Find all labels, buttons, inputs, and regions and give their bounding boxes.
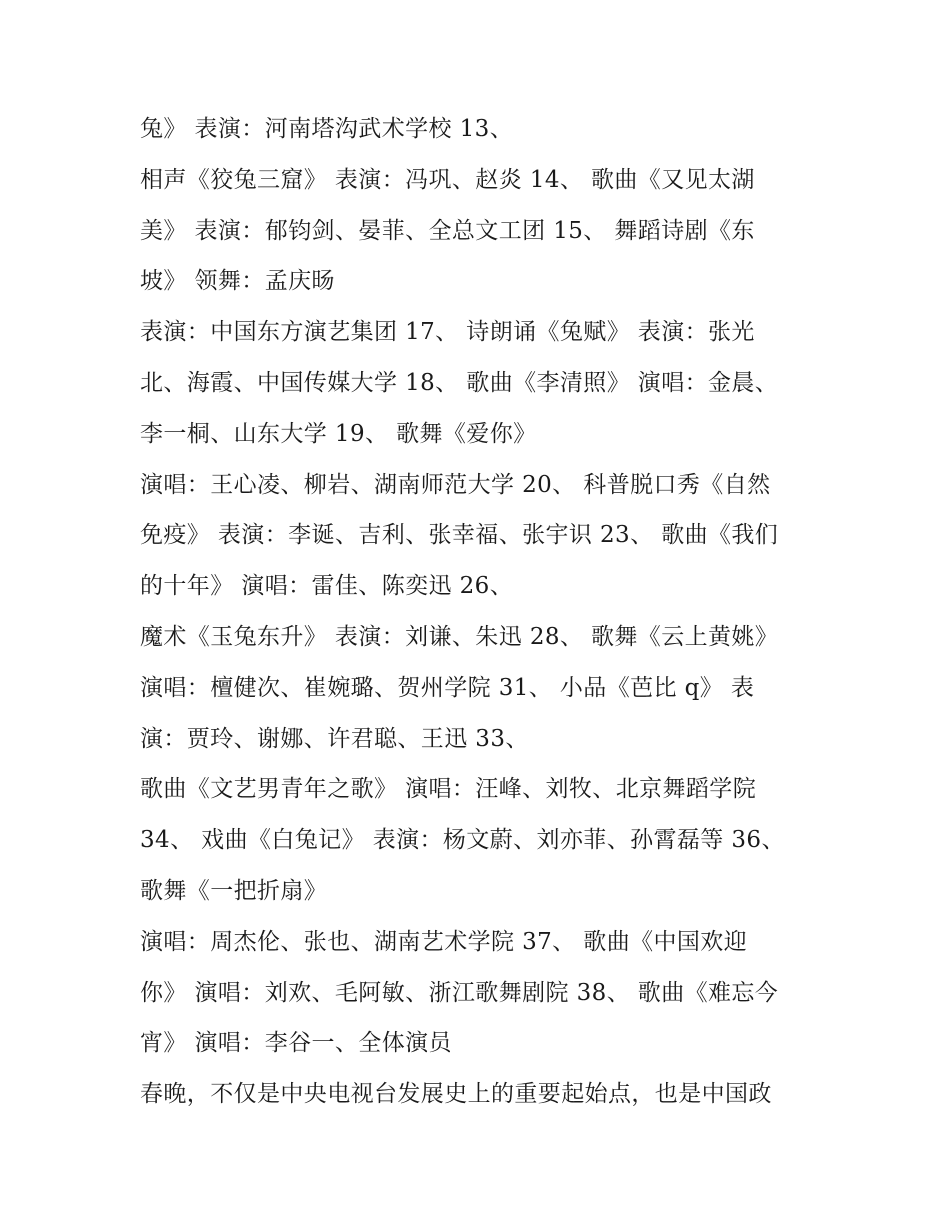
text-line-15: 34、 戏曲《白兔记》 表演：杨文蔚、刘亦菲、孙霄磊等 36、 [140, 827, 785, 854]
text-line-19: 宵》 演唱：李谷一、全体演员 [140, 1030, 452, 1057]
text-line-13: 演：贾玲、谢娜、许君聪、王迅 33、 [140, 725, 529, 752]
text-line-20: 春晚，不仅是中央电视台发展史上的重要起始点，也是中国政 [140, 1081, 772, 1108]
text-line-14: 歌曲《文艺男青年之歌》 演唱：汪峰、刘牧、北京舞蹈学院 [140, 776, 757, 803]
text-line-18: 你》 演唱：刘欢、毛阿敏、浙江歌舞剧院 38、 歌曲《难忘今 [140, 979, 779, 1006]
text-line-11: 魔术《玉兔东升》 表演：刘谦、朱迅 28、 歌舞《云上黄姚》 [140, 623, 779, 650]
text-line-12: 演唱：檀健次、崔婉璐、贺州学院 31、 小品《芭比 q》 表 [140, 674, 755, 701]
text-line-10: 的十年》 演唱：雷佳、陈奕迅 26、 [140, 573, 514, 600]
text-line-6: 北、海霞、中国传媒大学 18、 歌曲《李清照》 演唱：金晨、 [140, 369, 779, 396]
text-line-9: 免疫》 表演：李诞、吉利、张幸福、张宇识 23、 歌曲《我们 [140, 522, 779, 549]
text-line-4: 坡》 领舞：孟庆旸 [140, 268, 335, 295]
text-line-3: 美》 表演：郁钧剑、晏菲、全总文工团 15、 舞蹈诗剧《东 [140, 217, 755, 244]
text-line-8: 演唱：王心凌、柳岩、湖南师范大学 20、 科普脱口秀《自然 [140, 471, 771, 498]
text-line-2: 相声《狡兔三窟》 表演：冯巩、赵炎 14、 歌曲《又见太湖 [140, 166, 755, 193]
text-line-17: 演唱：周杰伦、张也、湖南艺术学院 37、 歌曲《中国欢迎 [140, 928, 748, 955]
text-line-1: 兔》 表演：河南塔沟武术学校 13、 [140, 116, 514, 142]
document-body [140, 104, 840, 1120]
text-line-16: 歌舞《一把折扇》 [140, 877, 328, 904]
text-line-7: 李一桐、山东大学 19、 歌舞《爱你》 [140, 420, 537, 447]
text-line-5: 表演：中国东方演艺集团 17、 诗朗诵《兔赋》 表演：张光 [140, 319, 755, 346]
